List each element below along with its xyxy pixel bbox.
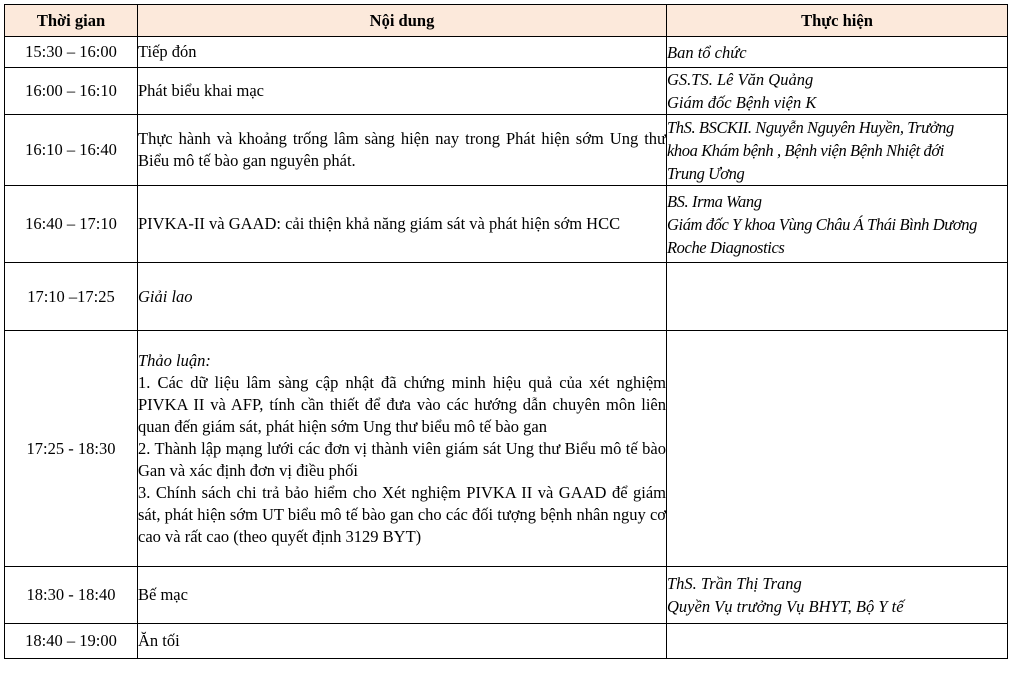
performer-line: GS.TS. Lê Văn Quảng bbox=[667, 70, 814, 89]
discussion-item: 1. Các dữ liệu lâm sàng cập nhật đã chứng minh hiệu quả của xét nghiệm PIVKA II và AFP, tính cần thiết để đưa vào các hướng dẫn chuyên môn liên quan đến giám sát, phát hiện sớm Ung thư biểu mô tế bào gan bbox=[138, 372, 666, 436]
performer-cell bbox=[667, 186, 1008, 263]
time-cell: 17:25 - 18:30 bbox=[5, 331, 138, 567]
time-cell: 17:10 –17:25 bbox=[5, 263, 138, 331]
content-cell: Tiếp đón bbox=[138, 37, 667, 68]
table-row bbox=[5, 567, 1008, 624]
discussion-item: 2. Thành lập mạng lưới các đơn vị thành viên giám sát Ung thư Biểu mô tế bào Gan và xác định đơn vị điều phối bbox=[138, 438, 666, 480]
header-performer: Thực hiện bbox=[667, 5, 1008, 37]
content-cell bbox=[138, 331, 667, 567]
performer-line: Quyền Vụ trưởng Vụ BHYT, Bộ Y tế bbox=[667, 597, 904, 616]
performer-line: BS. Irma Wang bbox=[667, 191, 762, 211]
time-cell: 16:40 – 17:10 bbox=[5, 186, 138, 263]
performer-cell bbox=[667, 263, 1008, 331]
discussion-title: Thảo luận: bbox=[138, 350, 211, 370]
time-cell: 18:40 – 19:00 bbox=[5, 624, 138, 659]
table-row bbox=[5, 331, 1008, 567]
performer-line: Ban tổ chức bbox=[667, 42, 747, 62]
table-row bbox=[5, 186, 1008, 263]
time-cell: 15:30 – 16:00 bbox=[5, 37, 138, 68]
agenda-table bbox=[4, 4, 1008, 659]
header-content: Nội dung bbox=[138, 5, 667, 37]
performer-line: Trung Ương bbox=[667, 163, 745, 183]
performer-line: Giám đốc Bệnh viện K bbox=[667, 93, 817, 112]
time-cell: 16:10 – 16:40 bbox=[5, 115, 138, 186]
table-row bbox=[5, 624, 1008, 659]
content-cell: Giải lao bbox=[138, 263, 667, 331]
time-cell: 16:00 – 16:10 bbox=[5, 68, 138, 115]
performer-cell bbox=[667, 567, 1008, 624]
performer-cell bbox=[667, 331, 1008, 567]
performer-line: ThS. Trần Thị Trang bbox=[667, 574, 802, 593]
performer-cell bbox=[667, 115, 1008, 186]
performer-cell bbox=[667, 68, 1008, 115]
discussion-item: 3. Chính sách chi trả bảo hiểm cho Xét nghiệm PIVKA II và GAAD để giám sát, phát hiện sớm UT biểu mô tế bào gan cho các đối tượng bệnh nhân nguy cơ cao và rất cao (theo quyết định 3129 BYT) bbox=[138, 482, 666, 546]
content-cell: Thực hành và khoảng trống lâm sàng hiện nay trong Phát hiện sớm Ung thư Biểu mô tế bào gan nguyên phát. bbox=[138, 115, 667, 186]
performer-line: Roche Diagnostics bbox=[667, 237, 785, 257]
table-row bbox=[5, 115, 1008, 186]
content-cell: PIVKA-II và GAAD: cải thiện khả năng giám sát và phát hiện sớm HCC bbox=[138, 186, 667, 263]
content-cell: Phát biểu khai mạc bbox=[138, 68, 667, 115]
performer-line: Giám đốc Y khoa Vùng Châu Á Thái Bình Dương bbox=[667, 214, 977, 234]
header-row bbox=[5, 5, 1008, 37]
table-row bbox=[5, 37, 1008, 68]
table-row bbox=[5, 263, 1008, 331]
table-row bbox=[5, 68, 1008, 115]
performer-cell bbox=[667, 624, 1008, 659]
performer-line: ThS. BSCKII. Nguyễn Nguyên Huyền, Trưởng bbox=[667, 117, 954, 137]
performer-line: khoa Khám bệnh , Bệnh viện Bệnh Nhiệt đới bbox=[667, 140, 944, 160]
content-cell: Bế mạc bbox=[138, 567, 667, 624]
performer-cell bbox=[667, 37, 1008, 68]
time-cell: 18:30 - 18:40 bbox=[5, 567, 138, 624]
header-time: Thời gian bbox=[5, 5, 138, 37]
content-cell: Ăn tối bbox=[138, 624, 667, 659]
